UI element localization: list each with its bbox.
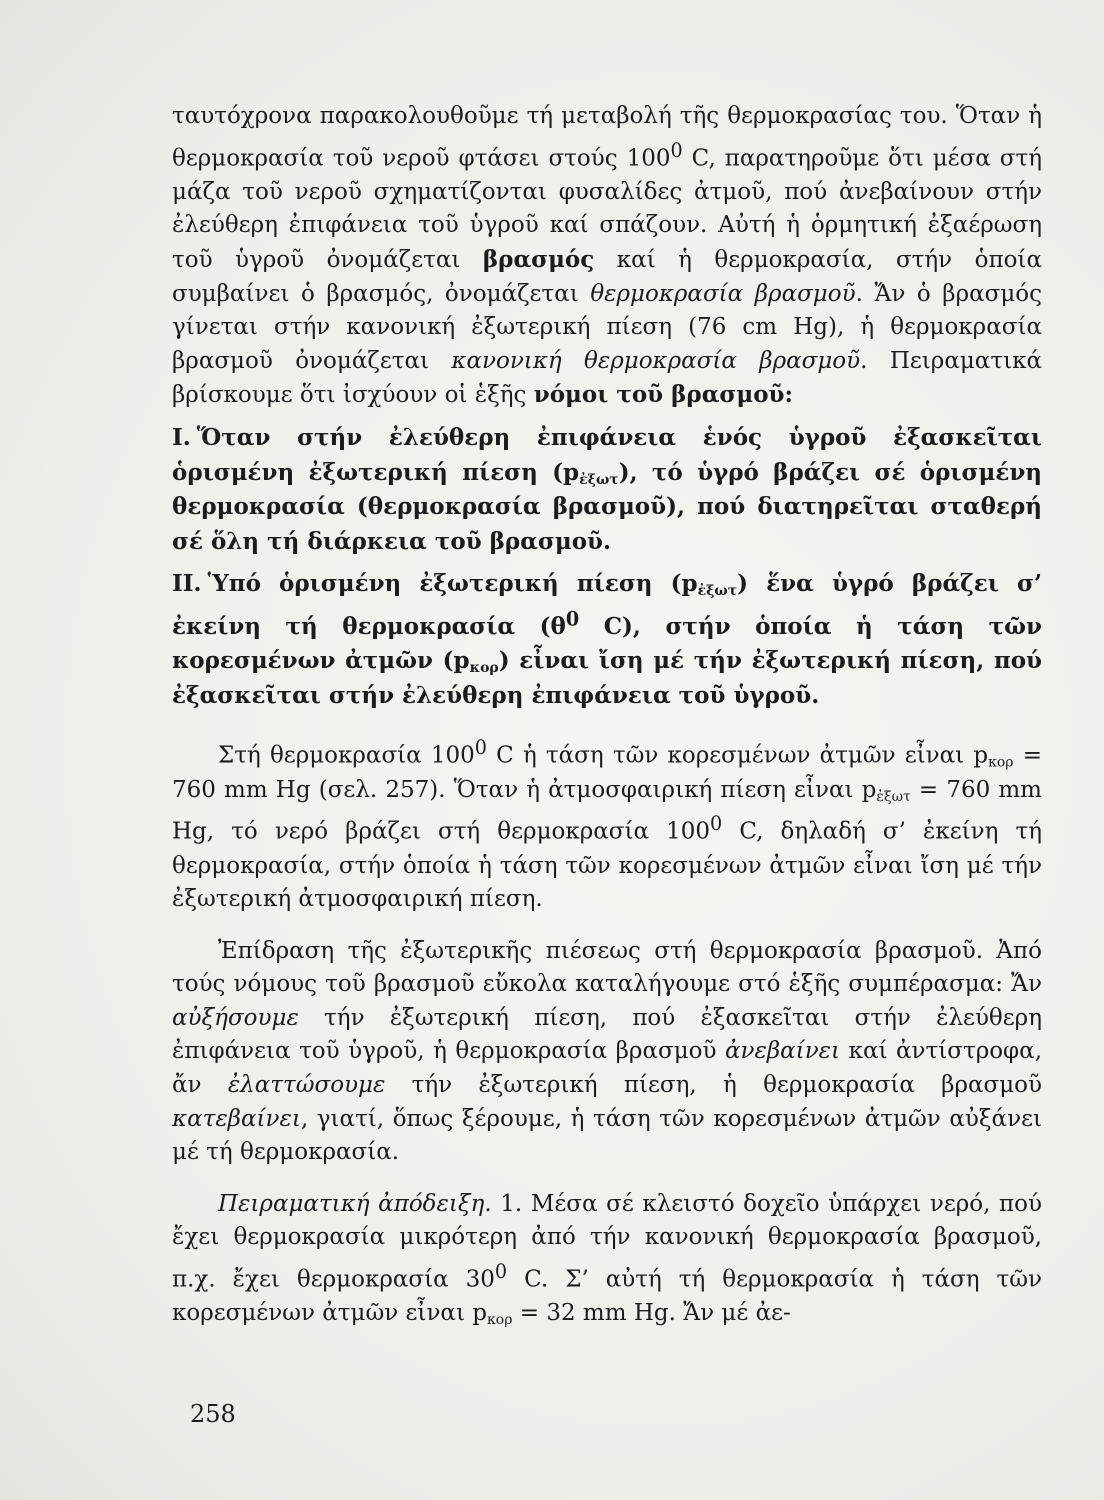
paragraph-pressure-effect: Ἐπίδραση τῆς ἐξωτερικῆς πιέσεως στή θερμοκρασία βρασμοῦ. Ἀπό τούς νόμους τοῦ βρασμοῦ εὔκολα καταλήγουμε στό ἑξῆς συμπέρασμα: Ἄν αὐξήσουμε τήν ἐξωτερική πίεση, πού ἐξασκεῖται στήν ἐλεύθερη ἐπιφάνεια τοῦ ὑγροῦ, ἡ θερμοκρασία βρασμοῦ ἀνεβαίνει καί ἀντίστροφα, ἄν ἐλαττώσουμε τήν ἐξωτερική πίεση, ἡ θερμοκρασία βρασμοῦ κατεβαίνει, γιατί, ὅπως ξέρουμε, ἡ τάση τῶν κορεσμένων ἀτμῶν αὐξάνει μέ τή θερμοκρασία. xyxy=(172,937,1043,1166)
paragraph-boiling-point: Στή θερμοκρασία $100^0$ C ἡ τάση τῶν κορεσμένων ἀτμῶν εἶναι $p_{\kappa o\rho} = 760$ mm Hg (σελ. 257). Ὅταν ἡ ἀτμοσφαιρική πίεση εἶναι $p_{ἐ\xi\omega\tau} = 760$ mm Hg, τό νερό βράζει στή θερμοκρασία $100^0$ C, δηλαδή σ’ ἐκείνη τή θερμοκρασία, στήν ὁποία ἡ τάση τῶν κορεσμένων ἀτμῶν εἶναι ἴση μέ τήν ἐξωτερική ἀτμοσφαιρική πίεση. xyxy=(172,736,1043,913)
paragraph-experiment: Πειραματική ἀπόδειξη. 1. Μέσα σέ κλειστό δοχεῖο ὑπάρχει νερό, πού ἔχει θερμοκρασία μικρότερη ἀπό τήν κανονική θερμοκρασία βρασμοῦ, π.χ. ἔχει θερμοκρασία $30^0$ C. Σ’ αὐτή τή θερμοκρασία ἡ τάση τῶν κορεσμένων ἀτμῶν εἶναι $p_{\kappa o\rho} = 32$ mm Hg. Ἄν μέ ἀε- xyxy=(172,1190,1042,1329)
law-two: II. Ὑπό ὁρισμένη ἐξωτερική πίεση $(p_{ἐ\xi\omega\tau})$ ἕνα ὑγρό βράζει σ’ ἐκείνη τή θερμοκρασία ($\theta^0$ C), στήν ὁποία ἡ τάση τῶν κορεσμένων ἀτμῶν $(p_{\kappa o\rho})$ εἶναι ἴση μέ τήν ἐξωτερική πίεση, πού ἐξασκεῖται στήν ἐλεύθερη ἐπιφάνεια τοῦ ὑγροῦ. xyxy=(172,570,1042,709)
law-one: I. Ὅταν στήν ἐλεύθερη ἐπιφάνεια ἑνός ὑγροῦ ἐξασκεῖται ὁρισμένη ἐξωτερική πίεση $(p_{ἐ\xi\omega\tau})$, τό ὑγρό βράζει σέ ὁρισμένη θερμοκρασία (θερμοκρασία βρασμοῦ), πού διατηρεῖται σταθερή σέ ὅλη τή διάρκεια τοῦ βρασμοῦ. xyxy=(172,424,1043,555)
paragraph-intro: ταυτόχρονα παρακολουθοῦμε τή μεταβολή τῆς θερμοκρασίας του. Ὅταν ἡ θερμοκρασία τοῦ νεροῦ φτάσει στούς $100^0$ C, παρατηροῦμε ὅτι μέσα στή μάζα τοῦ νεροῦ σχηματίζονται φυσαλίδες ἀτμοῦ, πού ἀνεβαίνουν στήν ἐλεύθερη ἐπιφάνεια τοῦ ὑγροῦ καί σπάζουν. Αὐτή ἡ ὁρμητική ἐξαέρωση τοῦ ὑγροῦ ὀνομάζεται βρασμός καί ἡ θερμοκρασία, στήν ὁποία συμβαίνει ὁ βρασμός, ὀνομάζεται θερμοκρασία βρασμοῦ. Ἄν ὁ βρασμός γίνεται στήν κανονική ἐξωτερική πίεση (76 cm Hg), ἡ θερμοκρασία βρασμοῦ ὀνομάζεται κανονική θερμοκρασία βρασμοῦ. Πειραματικά βρίσκουμε ὅτι ἰσχύουν οἱ ἑξῆς νόμοι τοῦ βρασμοῦ: xyxy=(172,103,1042,409)
page-number: 258 xyxy=(190,1400,236,1428)
main-text xyxy=(172,100,1042,1331)
